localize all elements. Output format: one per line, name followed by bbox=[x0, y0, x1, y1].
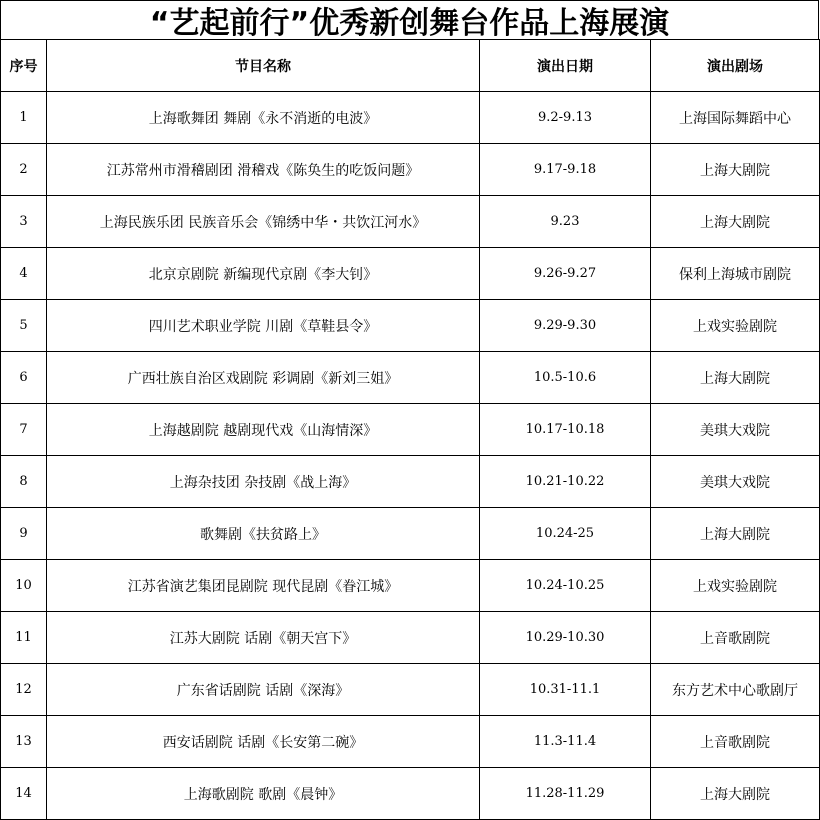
row-venue: 上戏实验剧院 bbox=[651, 300, 820, 352]
row-program: 上海杂技团 杂技剧《战上海》 bbox=[47, 456, 480, 508]
table-header-row bbox=[1, 40, 820, 92]
row-date: 10.29-10.30 bbox=[480, 612, 651, 664]
row-venue: 美琪大戏院 bbox=[651, 404, 820, 456]
row-index: 5 bbox=[1, 300, 47, 352]
table-row bbox=[1, 560, 820, 612]
table-row bbox=[1, 144, 820, 196]
row-venue: 上戏实验剧院 bbox=[651, 560, 820, 612]
row-index: 1 bbox=[1, 92, 47, 144]
row-program: 江苏大剧院 话剧《朝天宫下》 bbox=[47, 612, 480, 664]
row-index: 12 bbox=[1, 664, 47, 716]
table-row bbox=[1, 92, 820, 144]
row-venue: 上音歌剧院 bbox=[651, 612, 820, 664]
row-date: 11.28-11.29 bbox=[480, 768, 651, 820]
row-venue: 美琪大戏院 bbox=[651, 456, 820, 508]
table-row bbox=[1, 352, 820, 404]
row-index: 3 bbox=[1, 196, 47, 248]
row-program: 西安话剧院 话剧《长安第二碗》 bbox=[47, 716, 480, 768]
row-index: 8 bbox=[1, 456, 47, 508]
row-venue: 上音歌剧院 bbox=[651, 716, 820, 768]
schedule-table bbox=[0, 39, 820, 820]
row-program: 四川艺术职业学院 川剧《草鞋县令》 bbox=[47, 300, 480, 352]
table-row bbox=[1, 456, 820, 508]
row-index: 4 bbox=[1, 248, 47, 300]
table-row bbox=[1, 196, 820, 248]
row-index: 6 bbox=[1, 352, 47, 404]
row-venue: 上海大剧院 bbox=[651, 144, 820, 196]
row-date: 10.24-25 bbox=[480, 508, 651, 560]
row-index: 2 bbox=[1, 144, 47, 196]
row-date: 9.29-9.30 bbox=[480, 300, 651, 352]
row-index: 11 bbox=[1, 612, 47, 664]
row-date: 10.17-10.18 bbox=[480, 404, 651, 456]
row-date: 9.17-9.18 bbox=[480, 144, 651, 196]
row-venue: 保利上海城市剧院 bbox=[651, 248, 820, 300]
row-program: 广西壮族自治区戏剧院 彩调剧《新刘三姐》 bbox=[47, 352, 480, 404]
row-venue: 上海大剧院 bbox=[651, 196, 820, 248]
row-program: 北京京剧院 新编现代京剧《李大钊》 bbox=[47, 248, 480, 300]
header-venue: 演出剧场 bbox=[651, 40, 820, 92]
row-index: 10 bbox=[1, 560, 47, 612]
row-venue: 上海国际舞蹈中心 bbox=[651, 92, 820, 144]
row-program: 上海越剧院 越剧现代戏《山海情深》 bbox=[47, 404, 480, 456]
row-date: 9.26-9.27 bbox=[480, 248, 651, 300]
table-row bbox=[1, 664, 820, 716]
row-date: 9.2-9.13 bbox=[480, 92, 651, 144]
row-date: 10.24-10.25 bbox=[480, 560, 651, 612]
row-date: 10.5-10.6 bbox=[480, 352, 651, 404]
row-program: 歌舞剧《扶贫路上》 bbox=[47, 508, 480, 560]
row-program: 江苏常州市滑稽剧团 滑稽戏《陈奂生的吃饭问题》 bbox=[47, 144, 480, 196]
table-row bbox=[1, 716, 820, 768]
row-date: 9.23 bbox=[480, 196, 651, 248]
row-date: 10.21-10.22 bbox=[480, 456, 651, 508]
table-row bbox=[1, 248, 820, 300]
row-program: 上海歌剧院 歌剧《晨钟》 bbox=[47, 768, 480, 820]
row-program: 上海歌舞团 舞剧《永不消逝的电波》 bbox=[47, 92, 480, 144]
sheet-title: “艺起前行”优秀新创舞台作品上海展演 bbox=[0, 0, 819, 40]
row-venue: 上海大剧院 bbox=[651, 352, 820, 404]
row-venue: 上海大剧院 bbox=[651, 768, 820, 820]
header-program: 节目名称 bbox=[47, 40, 480, 92]
row-program: 上海民族乐团 民族音乐会《锦绣中华・共饮江河水》 bbox=[47, 196, 480, 248]
header-index: 序号 bbox=[1, 40, 47, 92]
row-program: 广东省话剧院 话剧《深海》 bbox=[47, 664, 480, 716]
table-row bbox=[1, 508, 820, 560]
row-date: 11.3-11.4 bbox=[480, 716, 651, 768]
table-row bbox=[1, 612, 820, 664]
row-date: 10.31-11.1 bbox=[480, 664, 651, 716]
table-row bbox=[1, 404, 820, 456]
row-index: 14 bbox=[1, 768, 47, 820]
row-index: 9 bbox=[1, 508, 47, 560]
row-index: 13 bbox=[1, 716, 47, 768]
table-row bbox=[1, 768, 820, 820]
table-row bbox=[1, 300, 820, 352]
row-venue: 上海大剧院 bbox=[651, 508, 820, 560]
row-program: 江苏省演艺集团昆剧院 现代昆剧《眷江城》 bbox=[47, 560, 480, 612]
header-date: 演出日期 bbox=[480, 40, 651, 92]
row-index: 7 bbox=[1, 404, 47, 456]
row-venue: 东方艺术中心歌剧厅 bbox=[651, 664, 820, 716]
